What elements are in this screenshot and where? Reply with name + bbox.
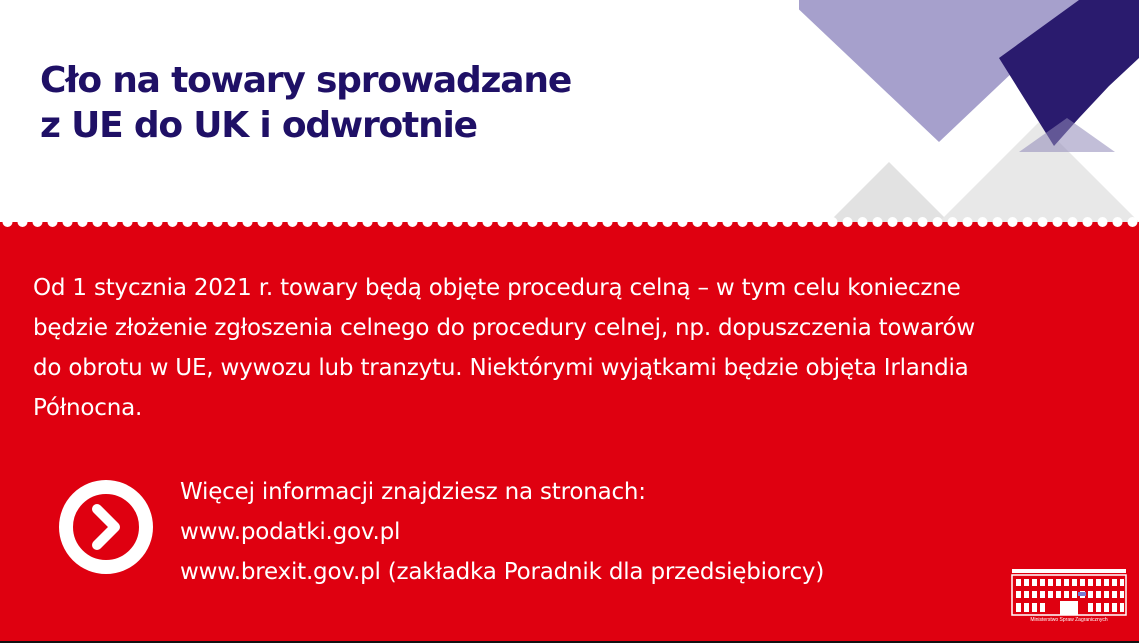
logo-caption: Ministerstwo Spraw Zagranicznych xyxy=(1030,617,1108,623)
description-line-1: Od 1 stycznia 2021 r. towary będą objęte procedurą celną – w tym celu konieczne xyxy=(33,275,961,301)
title-line-1: Cło na towary sprowadzane xyxy=(40,60,572,101)
decorative-triangles xyxy=(799,0,1139,230)
brexit-link[interactable]: www.brexit.gov.pl (zakładka Poradnik dla przedsiębiorcy) xyxy=(180,559,825,585)
scalloped-edge xyxy=(0,212,1139,232)
description-line-4: Północna. xyxy=(33,395,143,421)
podatki-link[interactable]: www.podatki.gov.pl xyxy=(180,519,401,545)
description-line-3: do obrotu w UE, wywozu lub tranzytu. Niektórymi wyjątkami będzie objęta Irlandia xyxy=(33,355,969,381)
gray-triangle-right xyxy=(939,122,1139,222)
page-title xyxy=(40,58,571,148)
title-line-2: z UE do UK i odwrotnie xyxy=(40,105,477,146)
description xyxy=(33,268,1113,428)
more-info xyxy=(180,472,824,592)
description-line-2: będzie złożenie zgłoszenia celnego do procedury celnej, np. dopuszczenia towarów xyxy=(33,315,976,341)
chevron-right-circle-icon xyxy=(57,478,155,576)
info-intro: Więcej informacji znajdziesz na stronach: xyxy=(180,479,646,505)
header xyxy=(0,0,1139,222)
